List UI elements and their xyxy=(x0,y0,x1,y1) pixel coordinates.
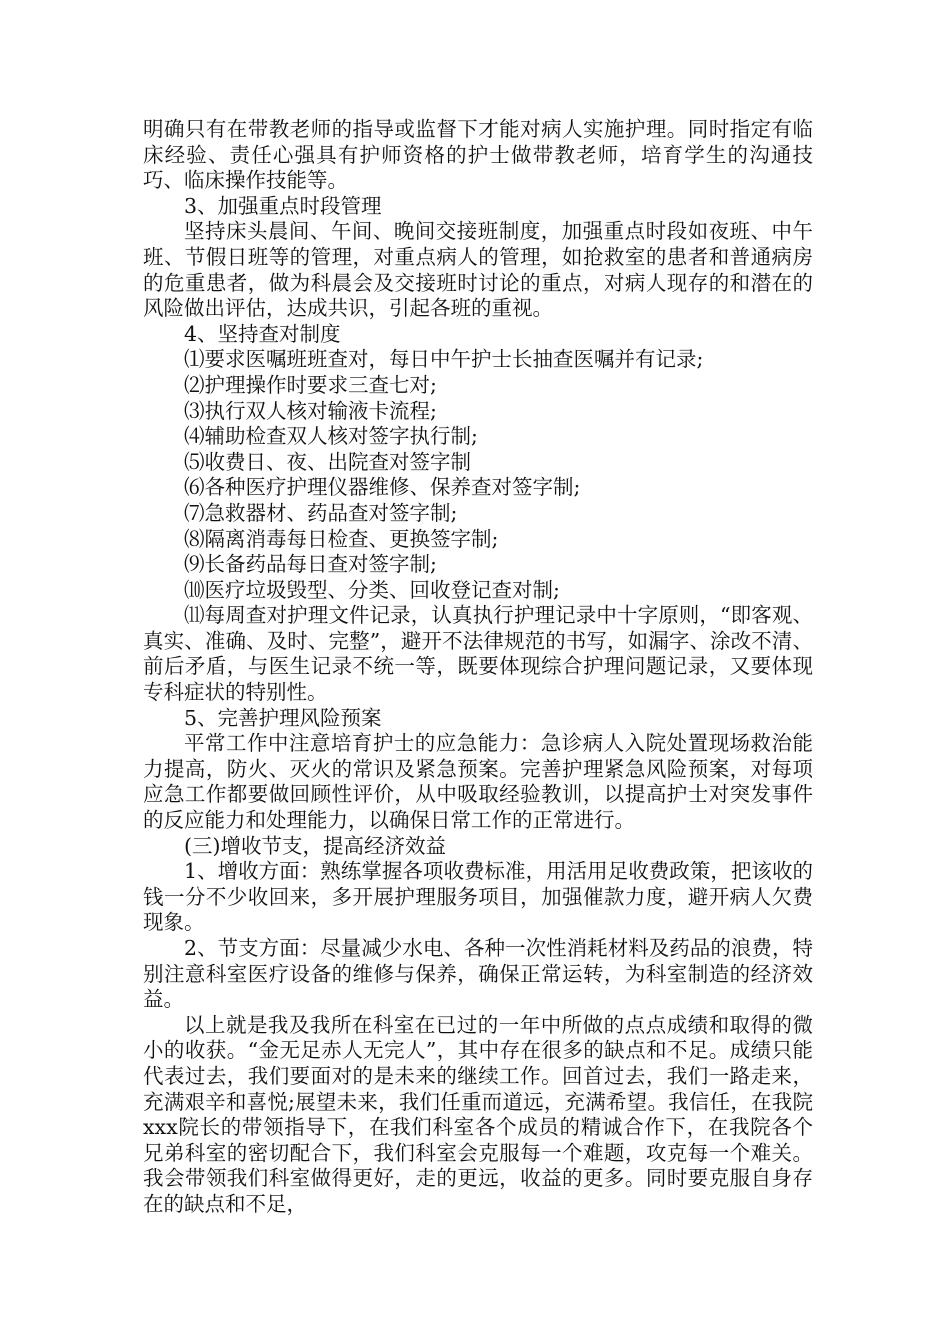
paragraph-income: 1、增收方面：熟练掌握各项收费标准，用活用足收费政策，把该收的钱一分不少收回来，多开展护理服务项目，加强催款力度，避开病人欠费现象。 xyxy=(143,859,813,935)
heading-check-system: 4、坚持查对制度 xyxy=(184,321,341,346)
list-item-2: ⑵护理操作时要求三查七对; xyxy=(184,372,437,397)
list-item-9: ⑼长备药品每日查对签字制; xyxy=(184,552,437,577)
list-item-7: ⑺急救器材、药品查对签字制; xyxy=(184,500,458,525)
heading-increase-income: (三)增收节支，提高经济效益 xyxy=(184,833,446,858)
paragraph-emergency-ability: 平常工作中注意培育护士的应急能力：急诊病人入院处置现场救治能力提高，防火、灭火的常识及紧急预案。完善护理紧急风险预案，对每项应急工作都要做回顾性评价，从中吸取经验教训，以提高护士对突发事件的反应能力和处理能力，以确保日常工作的正常进行。 xyxy=(143,731,813,833)
list-item-1: ⑴要求医嘱班班查对，每日中午护士长抽查医嘱并有记录; xyxy=(184,347,704,372)
heading-risk-plan: 5、完善护理风险预案 xyxy=(184,705,382,730)
list-item-5: ⑸收费日、夜、出院查对签字制 xyxy=(184,449,471,474)
list-item-11: ⑾每周查对护理文件记录，认真执行护理记录中十字原则，“即客观、真实、准确、及时、完整”，避开不法律规范的书写，如漏字、涂改不清、前后矛盾，与医生记录不统一等，既要体现综合护理问题记录，又要体现专科症状的特别性。 xyxy=(143,603,813,705)
list-item-6: ⑹各种医疗护理仪器维修、保养查对签字制; xyxy=(184,475,581,500)
list-item-10: ⑽医疗垃圾毁型、分类、回收登记查对制; xyxy=(184,577,560,602)
heading-key-period-management: 3、加强重点时段管理 xyxy=(184,193,382,218)
paragraph-summary: 以上就是我及我所在科室在已过的一年中所做的点点成绩和取得的微小的收获。“金无足赤人无完人”，其中存在很多的缺点和不足。成绩只能代表过去，我们要面对的是未来的继续工作。回首过去，我们一路走来，充满艰辛和喜悦;展望未来，我们任重而道远，充满希望。我信任，在我院xxx院长的带领指导下，在我们科室各个成员的精诚合作下，在我院各个兄弟科室的密切配合下，我们科室会克服每一个难题，攻克每一个难关。我会带领我们科室做得更好，走的更远，收益的更多。同时要克服自身存在的缺点和不足， xyxy=(143,1012,813,1216)
document-page xyxy=(143,117,813,1218)
paragraph-shift-handover: 坚持床头晨间、午间、晚间交接班制度，加强重点时段如夜班、中午班、节假日班等的管理，对重点病人的管理，如抢救室的患者和普通病房的危重患者，做为科晨会及交接班时讨论的重点，对病人现存的和潜在的风险做出评估，达成共识，引起各班的重视。 xyxy=(143,219,813,321)
list-item-4: ⑷辅助检查双人核对签字执行制; xyxy=(184,424,478,449)
paragraph-teaching-arrangement: 明确只有在带教老师的指导或监督下才能对病人实施护理。同时指定有临床经验、责任心强具有护师资格的护士做带教老师，培育学生的沟通技巧、临床操作技能等。 xyxy=(143,117,813,193)
list-item-3: ⑶执行双人核对输液卡流程; xyxy=(184,398,437,423)
paragraph-cost-saving: 2、节支方面：尽量减少水电、各种一次性消耗材料及药品的浪费，特别注意科室医疗设备的维修与保养，确保正常运转，为科室制造的经济效益。 xyxy=(143,936,813,1012)
list-item-8: ⑻隔离消毒每日检查、更换签字制; xyxy=(184,526,499,551)
